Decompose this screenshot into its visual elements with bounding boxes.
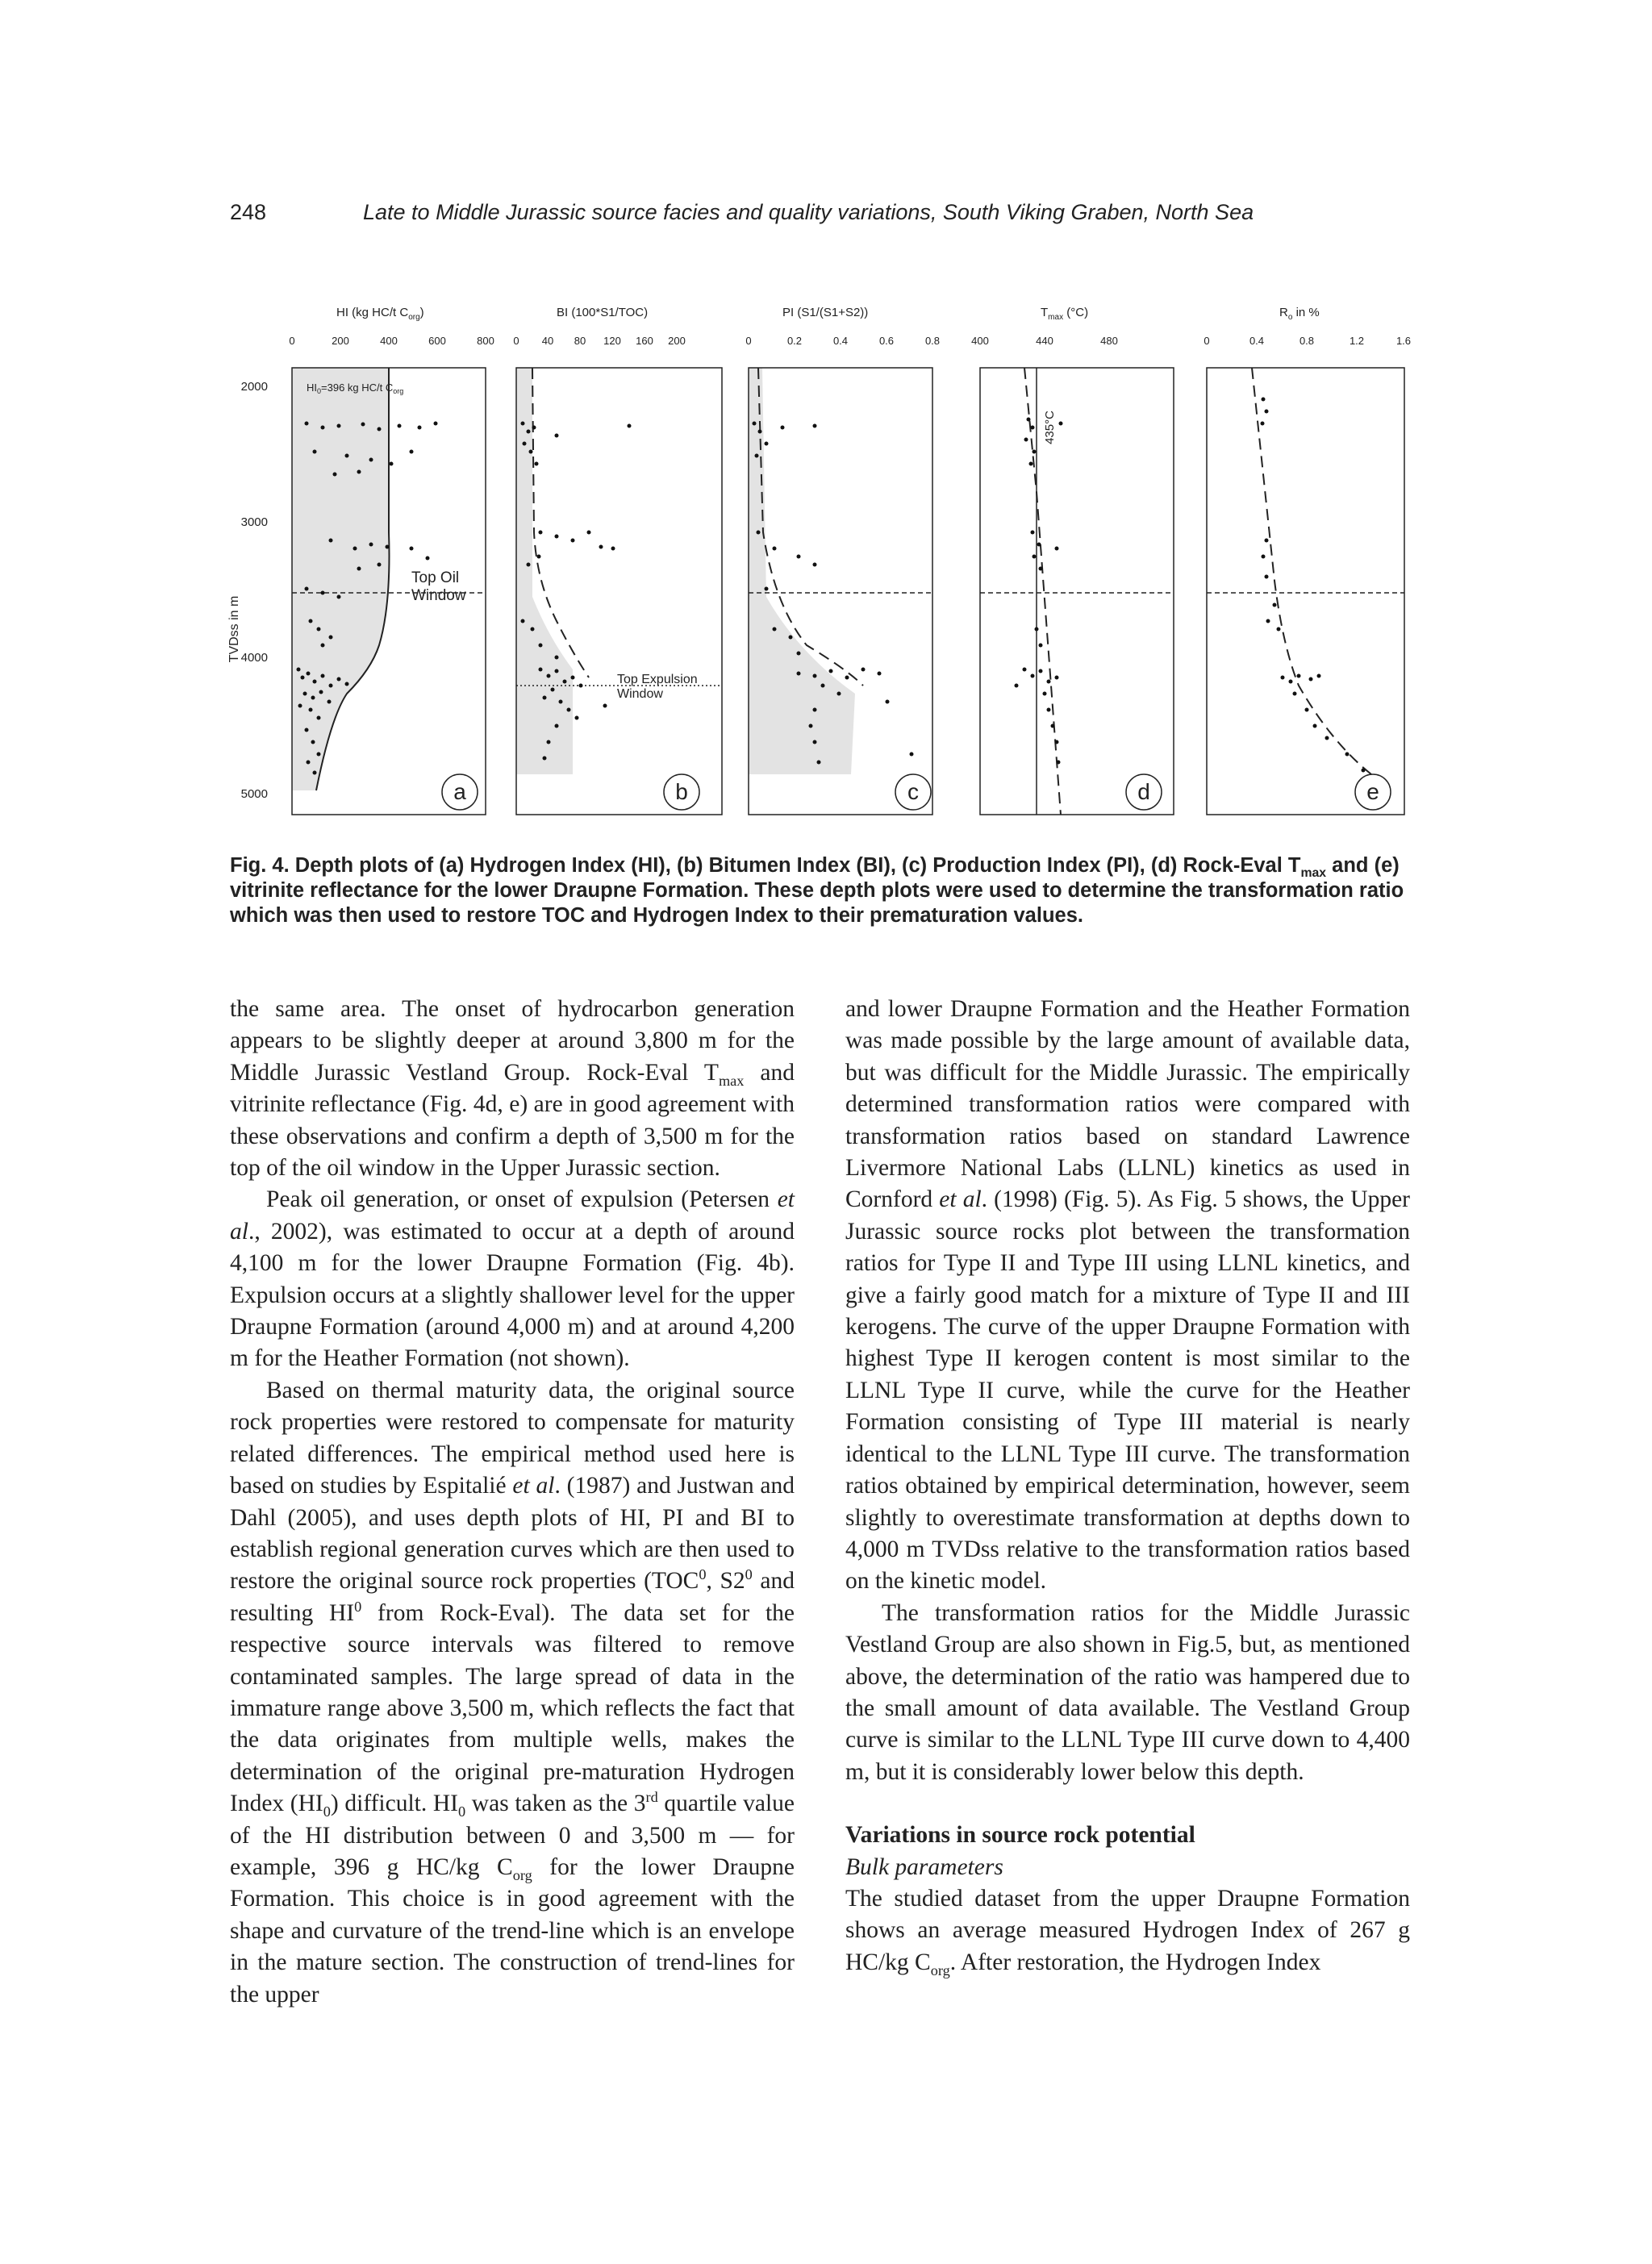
hi0-label: $HI_0=396$ kg HC/t $C_{org}$ bbox=[307, 382, 404, 395]
x-tick: 800 bbox=[477, 335, 494, 347]
top-expulsion-label: Top Expulsion bbox=[617, 673, 698, 686]
caption-text-cont: and (e) vitrinite reflectance for the lower Draupne Formation. These depth plots were used to determine the transformation ratio which was then used to restore TOC and Hydrogen Index to their prematuration values. bbox=[230, 854, 1404, 927]
tmax-data-points bbox=[1015, 418, 1063, 765]
ro-data-points bbox=[1261, 398, 1366, 773]
caption-text: Depth plots of (a) Hydrogen Index (HI), (b) Bitumen Index (BI), (c) Production Index (PI), (d) Rock-Eval T bbox=[294, 854, 1301, 877]
paragraph: Based on thermal maturity data, the original source rock properties were restored to compensate for maturity related differences. The empirical method used here is based on studies by Espitalié et al. (1987) and Justwan and Dahl (2005), and uses depth plots of HI, PI and BI to establish regional generation curves which are then used to restore the original source rock properties (TOC$^0$, $S2^0$ and resulting $HI^0$ from Rock-Eval). The data set for the respective source intervals was filtered to remove contaminated samples. The large spread of data in the immature range above 3,500 m, which reflects the fact that the data originates from multiple wells, makes the determination of the original pre-maturation Hydrogen Index $(HI_0)$ difficult. $HI_0$ was taken as the 3rd quartile value of the HI distribution between 0 and 3,500 m — for example, 396 g HC/kg $C_{org}$ for the lower Draupne Formation. This choice is in good agreement with the shape and curvature of the trend-line which is an envelope in the mature section. The construction of trend-lines for the upper bbox=[230, 1377, 795, 2008]
panel-title: $T_{max}$ (°C) bbox=[1041, 306, 1089, 322]
x-tick: 0 bbox=[1204, 335, 1210, 347]
x-tick: 0.4 bbox=[832, 335, 849, 347]
x-tick: 0 bbox=[513, 335, 519, 347]
x-tick: 0 bbox=[745, 335, 752, 347]
paragraph: and lower Draupne Formation and the Heather Formation was made possible by the large amount of available data, but was difficult for the Middle Jurassic. The empirically determined transformation ratios were compared with transformation ratios based on standard Lawrence Livermore National Labs (LLNL) kinetics as used in Cornford et al. (1998) (Fig. 5). As Fig. 5 shows, the Upper Jurassic source rocks plot between the transformation ratios for Type II and Type III using LLNL kinetics, and give a fairly good match for a mixture of Type II and III kerogens. The curve of the upper Draupne Formation with highest Type II kerogen content is most similar to the LLNL Type II curve, while the curve for the Heather Formation consisting of Type III material is nearly identical to the LLNL Type III curve. The transformation ratios obtained by empirical determination, however, seem slightly to overestimate transformation at depths down to 4,000 m TVDss relative to the transformation ratios based on the kinetic model. bbox=[845, 996, 1410, 1595]
caption-label: Fig. 4. bbox=[230, 854, 290, 877]
panel-title: BI (100*S1/TOC) bbox=[557, 306, 649, 319]
x-tick: 120 bbox=[603, 335, 621, 347]
x-tick: 0.8 bbox=[924, 335, 941, 347]
panel-title: $R_o$ in % bbox=[1279, 306, 1320, 322]
panel-e-ro bbox=[1204, 306, 1411, 810]
y-tick: 4000 bbox=[240, 651, 268, 665]
page-number: 248 bbox=[230, 200, 267, 224]
panel-frame bbox=[1207, 368, 1404, 815]
x-tick: 1.6 bbox=[1395, 335, 1412, 347]
x-tick: 600 bbox=[428, 335, 446, 347]
panel-title: HI (kg HC/t $C_{org}$) bbox=[336, 306, 424, 322]
x-tick: 0.8 bbox=[1299, 335, 1315, 347]
right-column bbox=[845, 994, 1410, 1978]
x-tick: 0.2 bbox=[786, 335, 803, 347]
section-title: Variations in source rock potential bbox=[845, 1822, 1195, 1849]
panel-frame bbox=[980, 368, 1174, 815]
figure-caption: Fig. 4. Depth plots of (a) Hydrogen Index (HI), (b) Bitumen Index (BI), (c) Production Index (PI), (d) Rock-Eval $T_{max}$ and (e) vitrinite reflectance for the lower Draupne Formation. These depth plots were used to determine the transformation ratio which was then used to restore TOC and Hydrogen Index to their prematuration values. bbox=[230, 854, 1404, 927]
running-title: Late to Middle Jurassic source facies and quality variations, South Viking Graben, North Sea bbox=[363, 200, 1254, 224]
x-tick: 440 bbox=[1036, 335, 1053, 347]
panel-letter: a bbox=[453, 779, 466, 804]
paragraph: Peak oil generation, or onset of expulsion (Petersen et al., 2002), was estimated to occur at a depth of around 4,100 m for the lower Draupne Formation (Fig. 4b). Expulsion occurs at a slightly shallower level for the upper Draupne Formation (around 4,000 m) and at around 4,200 m for the Heather Formation (not shown). bbox=[230, 1186, 795, 1372]
x-tick: 200 bbox=[668, 335, 686, 347]
tmax-threshold-label: 435°C bbox=[1043, 411, 1057, 444]
left-column bbox=[230, 994, 795, 2011]
y-axis-label: TVDss in m bbox=[227, 595, 241, 663]
paragraph: The transformation ratios for the Middle Jurassic Vestland Group are also shown in Fig.5, but, as mentioned above, the determination of the ratio was hampered due to the small amount of data available. The Vestland Group curve is similar to the LLNL Type III curve down to 4,400 m, but it is considerably lower below this depth. bbox=[845, 1599, 1410, 1785]
subsection-title: Bulk parameters bbox=[845, 1853, 1003, 1880]
paragraph: The studied dataset from the upper Draupne Formation shows an average measured Hydrogen Index of 267 g HC/kg $C_{org}$. After restoration, the Hydrogen Index bbox=[845, 1885, 1410, 1978]
x-tick: 200 bbox=[332, 335, 349, 347]
panel-a-hi bbox=[289, 306, 494, 810]
x-tick: 80 bbox=[574, 335, 586, 347]
hi-envelope-fill bbox=[292, 368, 390, 790]
paragraph: the same area. The onset of hydrocarbon generation appears to be slightly deeper at around 3,800 m for the Middle Jurassic Vestland Group. Rock-Eval $T_{max}$ and vitrinite reflectance (Fig. 4d, e) are in good agreement with these observations and confirm a depth of 3,500 m for the top of the oil window in the Upper Jurassic section. bbox=[230, 996, 795, 1182]
x-tick: 400 bbox=[971, 335, 989, 347]
bi-fill bbox=[516, 368, 573, 774]
x-tick: 160 bbox=[636, 335, 653, 347]
panel-letter: c bbox=[907, 779, 919, 804]
panel-letter: b bbox=[675, 779, 688, 804]
panel-letter: d bbox=[1137, 779, 1150, 804]
ro-trend-line bbox=[1252, 368, 1371, 774]
y-tick: 2000 bbox=[240, 380, 268, 394]
x-tick: 0.6 bbox=[878, 335, 895, 347]
figure-4-depth-plots bbox=[218, 290, 1412, 847]
x-tick: 1.2 bbox=[1349, 335, 1365, 347]
x-tick: 0.4 bbox=[1249, 335, 1265, 347]
x-tick: 40 bbox=[541, 335, 554, 347]
panel-letter: e bbox=[1366, 779, 1379, 804]
top-expulsion-label: Window bbox=[617, 687, 663, 701]
y-tick: 5000 bbox=[240, 787, 268, 801]
panel-b-bi bbox=[513, 306, 722, 810]
x-tick: 400 bbox=[380, 335, 398, 347]
panel-c-pi bbox=[745, 306, 940, 810]
y-tick: 3000 bbox=[240, 515, 268, 529]
pi-fill bbox=[749, 368, 855, 774]
panel-d-tmax bbox=[971, 306, 1162, 815]
panel-title: PI (S1/(S1+S2)) bbox=[782, 306, 869, 319]
top-oil-window-label: Top Oil bbox=[411, 569, 460, 586]
x-tick: 0 bbox=[289, 335, 295, 347]
x-tick: 480 bbox=[1100, 335, 1118, 347]
top-oil-window-label: Window bbox=[411, 587, 466, 604]
